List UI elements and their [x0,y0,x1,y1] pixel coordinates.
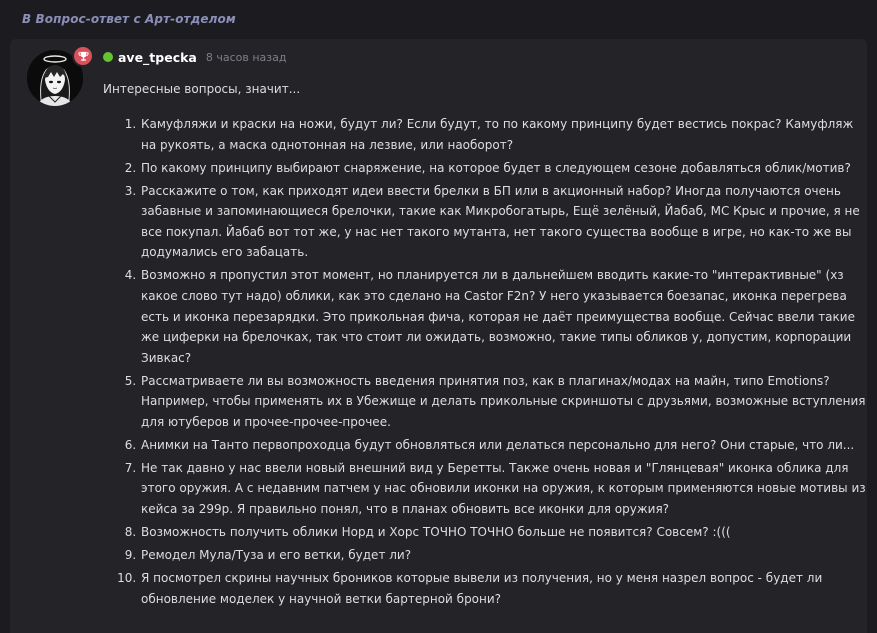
list-item: 8. Возможность получить облики Норд и Хорс ТОЧНО ТОЧНО больше не появится? Совсем? :((( [140,522,870,543]
post-timestamp[interactable]: 8 часов назад [205,50,287,64]
online-status-dot [103,52,113,62]
question-list [123,114,870,612]
trophy-icon [78,51,89,62]
post-card [10,39,867,633]
list-item: 7. Не так давно у нас ввели новый внешний вид у Беретты. Также очень новая и "Глянцевая" иконка облика для этого оружия. А с недавним патчем у нас обновили иконки на оружия, к которым применяются новые мотивы из кейса за 299р. Я правильно понял, что в планах обновить все иконки для оружия? [140,458,870,520]
list-item: 9. Ремодел Мула/Туза и его ветки, будет ли? [140,545,870,566]
breadcrumb[interactable]: В Вопрос-ответ с Арт-отделом [22,12,236,26]
post-header [103,49,287,65]
list-item: 10. Я посмотрел скрины научных брoников которые вывели из получения, но у меня назрел вопрос - будет ли обновление моделек у научной ветки бартерной брони? [140,568,870,609]
post-intro: Интересные вопросы, значит... [103,82,301,96]
list-item: 6. Анимки на Танто первопроходца будут обновляться или делаться персонально для него? Они старые, что ли... [140,435,870,456]
list-item: 5. Рассматриваете ли вы возможность введения принятия поз, как в плагинах/модах на майн, типо Emotions? Например, чтобы применять их в Убежище и делать прикольные скриншоты с друзьями, возможные вступления для ютуберов и прочее-прочее-прочее. [140,371,870,433]
list-item: 4. Возможно я пропустил этот момент, но планируется ли в дальнейшем вводить какие-то "интерактивные" (хз какое слово тут надо) облики, как это сделано на Castor F2n? У него указывается боезапас, иконка перегрева есть и иконка перезарядки. Это прикольная фича, которая не даёт преимущества вообще. Сейчас ввели такие же циферки на брелочках, так что стоит ли ожидать, возможно, такие типы обликов у, допустим, корпорации Зивкас? [140,265,870,368]
list-item: 1. Камуфляжи и краски на ножи, будут ли? Если будут, то по какому принципу будет вестись покрас? Камуфляж на рукоять, а маска однотонная на лезвие, или наоборот? [140,114,870,155]
trophy-badge [72,45,94,67]
list-item: 2. По какому принципу выбирают снаряжение, на которое будет в следующем сезоне добавляться облик/мотив? [140,158,870,179]
list-item: 3. Расскажите о том, как приходят идеи ввести брелки в БП или в акционный набор? Иногда получаются очень забавные и запоминающиеся брелочки, такие как Микробогатырь, Ещё зелёный, Йабаб, МС Крыс и прочие, я не все покупал. Йабаб вот тот же, у нас нет такого мутанта, нет такого существа вообще в игре, но как-то же вы додумались его забацать. [140,181,870,263]
author-username[interactable]: ave_tpecka [118,49,197,65]
